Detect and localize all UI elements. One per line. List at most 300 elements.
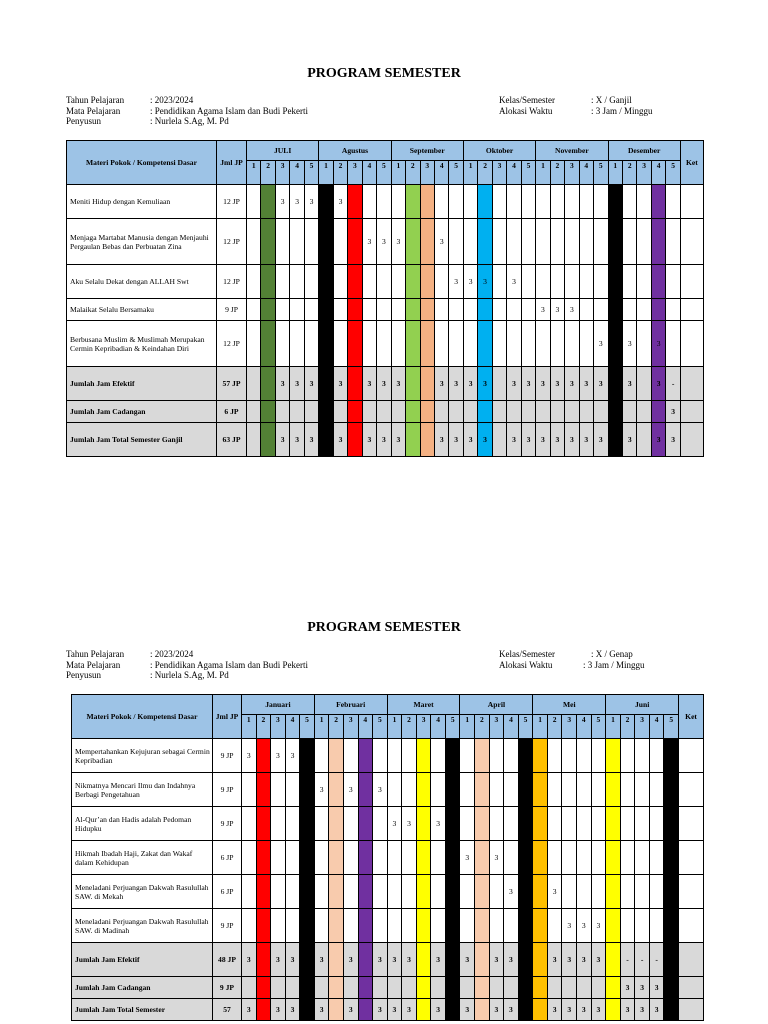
week-cell: 3 — [290, 367, 304, 401]
header-week: 5 — [666, 161, 681, 185]
week-cell — [275, 299, 289, 321]
week-cell — [606, 739, 621, 773]
week-cell — [547, 841, 562, 875]
week-cell — [606, 841, 621, 875]
week-cell — [329, 909, 344, 943]
header-week: 3 — [562, 715, 577, 739]
week-cell — [651, 185, 665, 219]
week-cell — [460, 807, 475, 841]
row-materi: Al-Qur’an dan Hadis adalah Pedoman Hidupku — [72, 807, 213, 841]
week-cell — [533, 999, 548, 1021]
week-cell: 3 — [449, 423, 463, 457]
week-cell — [591, 739, 606, 773]
week-cell — [620, 875, 635, 909]
week-cell — [649, 909, 664, 943]
week-cell: 3 — [666, 423, 681, 457]
week-cell — [358, 999, 373, 1021]
row-ket — [679, 807, 704, 841]
week-cell — [577, 773, 592, 807]
row-jml: 9 JP — [213, 807, 242, 841]
header-jml: Jml JP — [213, 695, 242, 739]
week-cell — [333, 401, 347, 423]
week-cell — [606, 909, 621, 943]
header-week: 1 — [247, 161, 261, 185]
week-cell — [406, 321, 420, 367]
week-cell — [577, 807, 592, 841]
week-cell — [651, 219, 665, 265]
week-cell — [377, 185, 392, 219]
week-cell — [475, 943, 490, 977]
week-cell — [608, 299, 622, 321]
week-cell: 3 — [550, 299, 564, 321]
week-cell: 3 — [343, 773, 358, 807]
week-cell: 3 — [565, 367, 579, 401]
week-cell — [329, 875, 344, 909]
week-cell — [620, 773, 635, 807]
row-jml: 6 JP — [213, 841, 242, 875]
week-cell: - — [666, 367, 681, 401]
week-cell — [300, 773, 315, 807]
week-cell — [314, 977, 329, 999]
week-cell — [637, 367, 651, 401]
week-cell — [562, 977, 577, 999]
info-label: Mata Pelajaran — [66, 105, 121, 116]
week-cell — [562, 875, 577, 909]
row-materi: Aku Selalu Dekat dengan ALLAH Swt — [67, 265, 217, 299]
header-week: 5 — [445, 715, 460, 739]
week-cell — [460, 739, 475, 773]
week-cell: 3 — [504, 999, 519, 1021]
header-week: 4 — [362, 161, 376, 185]
header-month: Desember — [608, 141, 680, 161]
week-cell — [445, 807, 460, 841]
week-cell — [591, 773, 606, 807]
table-row — [72, 841, 704, 875]
header-materi: Materi Pokok / Kompetensi Dasar — [72, 695, 213, 739]
week-cell — [406, 185, 420, 219]
week-cell — [533, 773, 548, 807]
header-week: 4 — [431, 715, 446, 739]
week-cell — [635, 773, 650, 807]
header-week: 2 — [478, 161, 492, 185]
week-cell — [416, 773, 431, 807]
week-cell — [416, 943, 431, 977]
header-week: 2 — [620, 715, 635, 739]
week-cell: 3 — [651, 321, 665, 367]
week-cell — [261, 299, 275, 321]
week-cell — [475, 739, 490, 773]
week-cell — [304, 321, 318, 367]
row-ket — [679, 739, 704, 773]
week-cell — [348, 367, 362, 401]
week-cell — [666, 219, 681, 265]
header-week: 2 — [406, 161, 420, 185]
week-cell: 3 — [666, 401, 681, 423]
week-cell — [434, 299, 448, 321]
week-cell — [518, 909, 533, 943]
week-cell: 3 — [635, 999, 650, 1021]
week-cell — [475, 807, 490, 841]
week-cell — [373, 977, 388, 999]
header-week: 4 — [507, 161, 521, 185]
week-cell: 3 — [608, 321, 622, 367]
row-ket — [680, 219, 703, 265]
week-cell: 3 — [507, 367, 521, 401]
week-cell — [256, 739, 271, 773]
week-cell — [536, 219, 550, 265]
week-cell — [358, 773, 373, 807]
week-cell — [290, 321, 304, 367]
row-materi: Jumlah Jam Efektif — [72, 943, 213, 977]
week-cell — [666, 265, 681, 299]
week-cell — [565, 321, 579, 367]
week-cell — [300, 977, 315, 999]
week-cell — [536, 185, 550, 219]
row-ket — [680, 265, 703, 299]
row-ket — [679, 773, 704, 807]
week-cell — [594, 299, 609, 321]
week-cell — [475, 875, 490, 909]
week-cell — [242, 841, 257, 875]
week-cell: 3 — [271, 739, 286, 773]
week-cell — [377, 321, 392, 367]
week-cell: - — [620, 943, 635, 977]
week-cell — [606, 875, 621, 909]
week-cell — [391, 401, 405, 423]
week-cell: 3 — [651, 423, 665, 457]
header-week: 3 — [489, 715, 504, 739]
week-cell — [285, 773, 300, 807]
week-cell — [460, 977, 475, 999]
week-cell — [623, 299, 637, 321]
week-cell — [620, 807, 635, 841]
week-cell — [261, 321, 275, 367]
header-week: 4 — [649, 715, 664, 739]
week-cell: 3 — [504, 875, 519, 909]
week-cell — [333, 321, 347, 367]
table-row — [67, 219, 704, 265]
week-cell — [594, 401, 609, 423]
week-cell — [358, 807, 373, 841]
week-cell — [536, 401, 550, 423]
week-cell: 3 — [463, 423, 477, 457]
table-row — [67, 265, 704, 299]
week-cell — [547, 909, 562, 943]
week-cell — [420, 401, 434, 423]
week-cell — [492, 185, 506, 219]
week-cell — [256, 807, 271, 841]
week-cell — [247, 265, 261, 299]
week-cell: 3 — [562, 943, 577, 977]
info-value: : Pendidikan Agama Islam dan Budi Pekerti — [150, 659, 308, 670]
week-cell — [300, 943, 315, 977]
week-cell — [247, 401, 261, 423]
info-right-genap — [499, 649, 645, 670]
week-cell — [343, 875, 358, 909]
week-cell — [348, 185, 362, 219]
header-week: 1 — [319, 161, 333, 185]
table-row — [72, 773, 704, 807]
total-row — [67, 401, 704, 423]
week-cell — [377, 401, 392, 423]
info-label: Tahun Pelajaran — [66, 649, 125, 659]
week-cell — [387, 773, 402, 807]
week-cell — [504, 841, 519, 875]
week-cell: 3 — [521, 367, 536, 401]
week-cell — [445, 841, 460, 875]
week-cell — [242, 977, 257, 999]
row-jml: 57 JP — [217, 367, 247, 401]
week-cell — [358, 977, 373, 999]
week-cell — [504, 807, 519, 841]
header-week: 5 — [664, 715, 679, 739]
week-cell — [377, 299, 392, 321]
header-ket: Ket — [680, 141, 703, 185]
week-cell — [651, 401, 665, 423]
week-cell — [261, 265, 275, 299]
week-cell — [300, 875, 315, 909]
week-cell — [635, 807, 650, 841]
week-cell: 3 — [594, 367, 609, 401]
week-cell — [290, 299, 304, 321]
week-cell — [591, 807, 606, 841]
week-cell — [416, 841, 431, 875]
header-week: 5 — [449, 161, 463, 185]
week-cell: 3 — [547, 999, 562, 1021]
week-cell — [550, 219, 564, 265]
week-cell — [518, 739, 533, 773]
week-cell — [300, 739, 315, 773]
week-cell — [256, 977, 271, 999]
week-cell: 3 — [577, 909, 592, 943]
week-cell: 3 — [460, 841, 475, 875]
week-cell — [449, 299, 463, 321]
row-ket — [680, 321, 703, 367]
total-row — [67, 367, 704, 401]
week-cell — [358, 943, 373, 977]
week-cell — [620, 909, 635, 943]
total-row — [67, 423, 704, 457]
week-cell: 3 — [434, 219, 448, 265]
week-cell — [521, 219, 536, 265]
row-materi: Meniti Hidup dengan Kemuliaan — [67, 185, 217, 219]
week-cell: 3 — [608, 423, 622, 457]
week-cell — [319, 299, 333, 321]
info-label: Penyusun — [66, 116, 102, 127]
week-cell — [463, 219, 477, 265]
week-cell — [373, 739, 388, 773]
week-cell — [314, 807, 329, 841]
info-value: : X / Ganjil — [591, 95, 632, 105]
week-cell — [247, 423, 261, 457]
week-cell — [373, 909, 388, 943]
week-cell — [329, 739, 344, 773]
row-ket — [680, 367, 703, 401]
week-cell — [373, 841, 388, 875]
week-cell: 3 — [402, 999, 417, 1021]
week-cell — [434, 401, 448, 423]
week-cell — [387, 875, 402, 909]
week-cell — [362, 185, 376, 219]
week-cell — [304, 299, 318, 321]
week-cell — [550, 185, 564, 219]
week-cell — [518, 875, 533, 909]
week-cell — [319, 185, 333, 219]
week-cell: 3 — [304, 367, 318, 401]
week-cell: 3 — [333, 423, 347, 457]
row-ket — [679, 999, 704, 1021]
week-cell — [492, 423, 506, 457]
info-label: Tahun Pelajaran — [66, 95, 125, 105]
week-cell — [565, 219, 579, 265]
week-cell: 3 — [402, 807, 417, 841]
week-cell — [651, 299, 665, 321]
info-label: Alokasi Waktu — [499, 105, 553, 116]
header-month: Mei — [533, 695, 606, 715]
week-cell: 3 — [562, 909, 577, 943]
header-week: 1 — [536, 161, 550, 185]
week-cell — [521, 265, 536, 299]
week-cell — [547, 977, 562, 999]
info-label: Kelas/Semester — [499, 95, 555, 105]
week-cell — [319, 265, 333, 299]
week-cell — [623, 401, 637, 423]
week-cell — [489, 909, 504, 943]
week-cell — [606, 773, 621, 807]
week-cell — [343, 739, 358, 773]
week-cell: 3 — [565, 423, 579, 457]
row-jml: 12 JP — [217, 321, 247, 367]
header-week: 3 — [492, 161, 506, 185]
row-jml: 48 JP — [213, 943, 242, 977]
week-cell — [391, 321, 405, 367]
week-cell — [373, 875, 388, 909]
week-cell — [664, 999, 679, 1021]
week-cell — [666, 185, 681, 219]
week-cell — [406, 265, 420, 299]
week-cell — [290, 219, 304, 265]
week-cell — [319, 321, 333, 367]
week-cell — [271, 807, 286, 841]
week-cell — [664, 943, 679, 977]
week-cell — [256, 773, 271, 807]
week-cell: 3 — [314, 999, 329, 1021]
week-cell — [343, 841, 358, 875]
week-cell: 3 — [562, 999, 577, 1021]
week-cell — [333, 219, 347, 265]
header-month: Januari — [242, 695, 315, 715]
header-week: 3 — [635, 715, 650, 739]
week-cell — [420, 185, 434, 219]
row-materi: Jumlah Jam Total Semester — [72, 999, 213, 1021]
week-cell — [445, 999, 460, 1021]
week-cell — [373, 807, 388, 841]
week-cell: 3 — [377, 367, 392, 401]
week-cell — [449, 321, 463, 367]
header-week: 4 — [651, 161, 665, 185]
week-cell — [387, 841, 402, 875]
week-cell — [666, 299, 681, 321]
week-cell: 3 — [290, 185, 304, 219]
week-cell — [489, 977, 504, 999]
row-materi: Meneladani Perjuangan Dakwah Rasulullah SAW. di Mekah — [72, 875, 213, 909]
week-cell — [504, 909, 519, 943]
week-cell: 3 — [547, 943, 562, 977]
week-cell: 3 — [463, 265, 477, 299]
row-ket — [680, 423, 703, 457]
week-cell — [594, 219, 609, 265]
week-cell — [550, 321, 564, 367]
header-week: 4 — [290, 161, 304, 185]
week-cell: 3 — [577, 999, 592, 1021]
week-cell: 3 — [391, 423, 405, 457]
week-cell — [664, 773, 679, 807]
header-week: 2 — [256, 715, 271, 739]
header-week: 4 — [577, 715, 592, 739]
week-cell — [343, 807, 358, 841]
week-cell — [579, 219, 593, 265]
week-cell — [431, 841, 446, 875]
header-week: 1 — [242, 715, 257, 739]
week-cell — [478, 321, 492, 367]
row-ket — [679, 977, 704, 999]
week-cell — [635, 875, 650, 909]
header-week: 1 — [463, 161, 477, 185]
week-cell: 3 — [460, 999, 475, 1021]
week-cell — [402, 909, 417, 943]
week-cell — [547, 807, 562, 841]
week-cell — [314, 875, 329, 909]
week-cell — [314, 909, 329, 943]
week-cell — [300, 841, 315, 875]
row-materi: Nikmatnya Mencari Ilmu dan Indahnya Berbagi Pengetahuan — [72, 773, 213, 807]
week-cell — [314, 739, 329, 773]
week-cell — [533, 875, 548, 909]
week-cell — [362, 299, 376, 321]
week-cell: 3 — [478, 265, 492, 299]
header-month: November — [536, 141, 608, 161]
week-cell — [348, 219, 362, 265]
week-cell — [507, 299, 521, 321]
week-cell — [591, 875, 606, 909]
week-cell — [533, 807, 548, 841]
week-cell: 3 — [623, 423, 637, 457]
week-cell — [304, 401, 318, 423]
header-week: 2 — [547, 715, 562, 739]
week-cell — [319, 423, 333, 457]
week-cell — [343, 977, 358, 999]
week-cell — [507, 401, 521, 423]
week-cell — [635, 841, 650, 875]
week-cell: 3 — [577, 943, 592, 977]
week-cell: 3 — [620, 999, 635, 1021]
header-month: Juni — [606, 695, 679, 715]
header-week: 5 — [304, 161, 318, 185]
header-week: 4 — [358, 715, 373, 739]
header-week: 3 — [271, 715, 286, 739]
table-row — [67, 321, 704, 367]
week-cell — [478, 299, 492, 321]
week-cell — [637, 423, 651, 457]
week-cell — [431, 909, 446, 943]
week-cell: 3 — [391, 367, 405, 401]
week-cell — [606, 807, 621, 841]
row-ket — [680, 299, 703, 321]
week-cell — [608, 219, 622, 265]
week-cell — [242, 807, 257, 841]
week-cell — [533, 739, 548, 773]
week-cell: 3 — [271, 943, 286, 977]
